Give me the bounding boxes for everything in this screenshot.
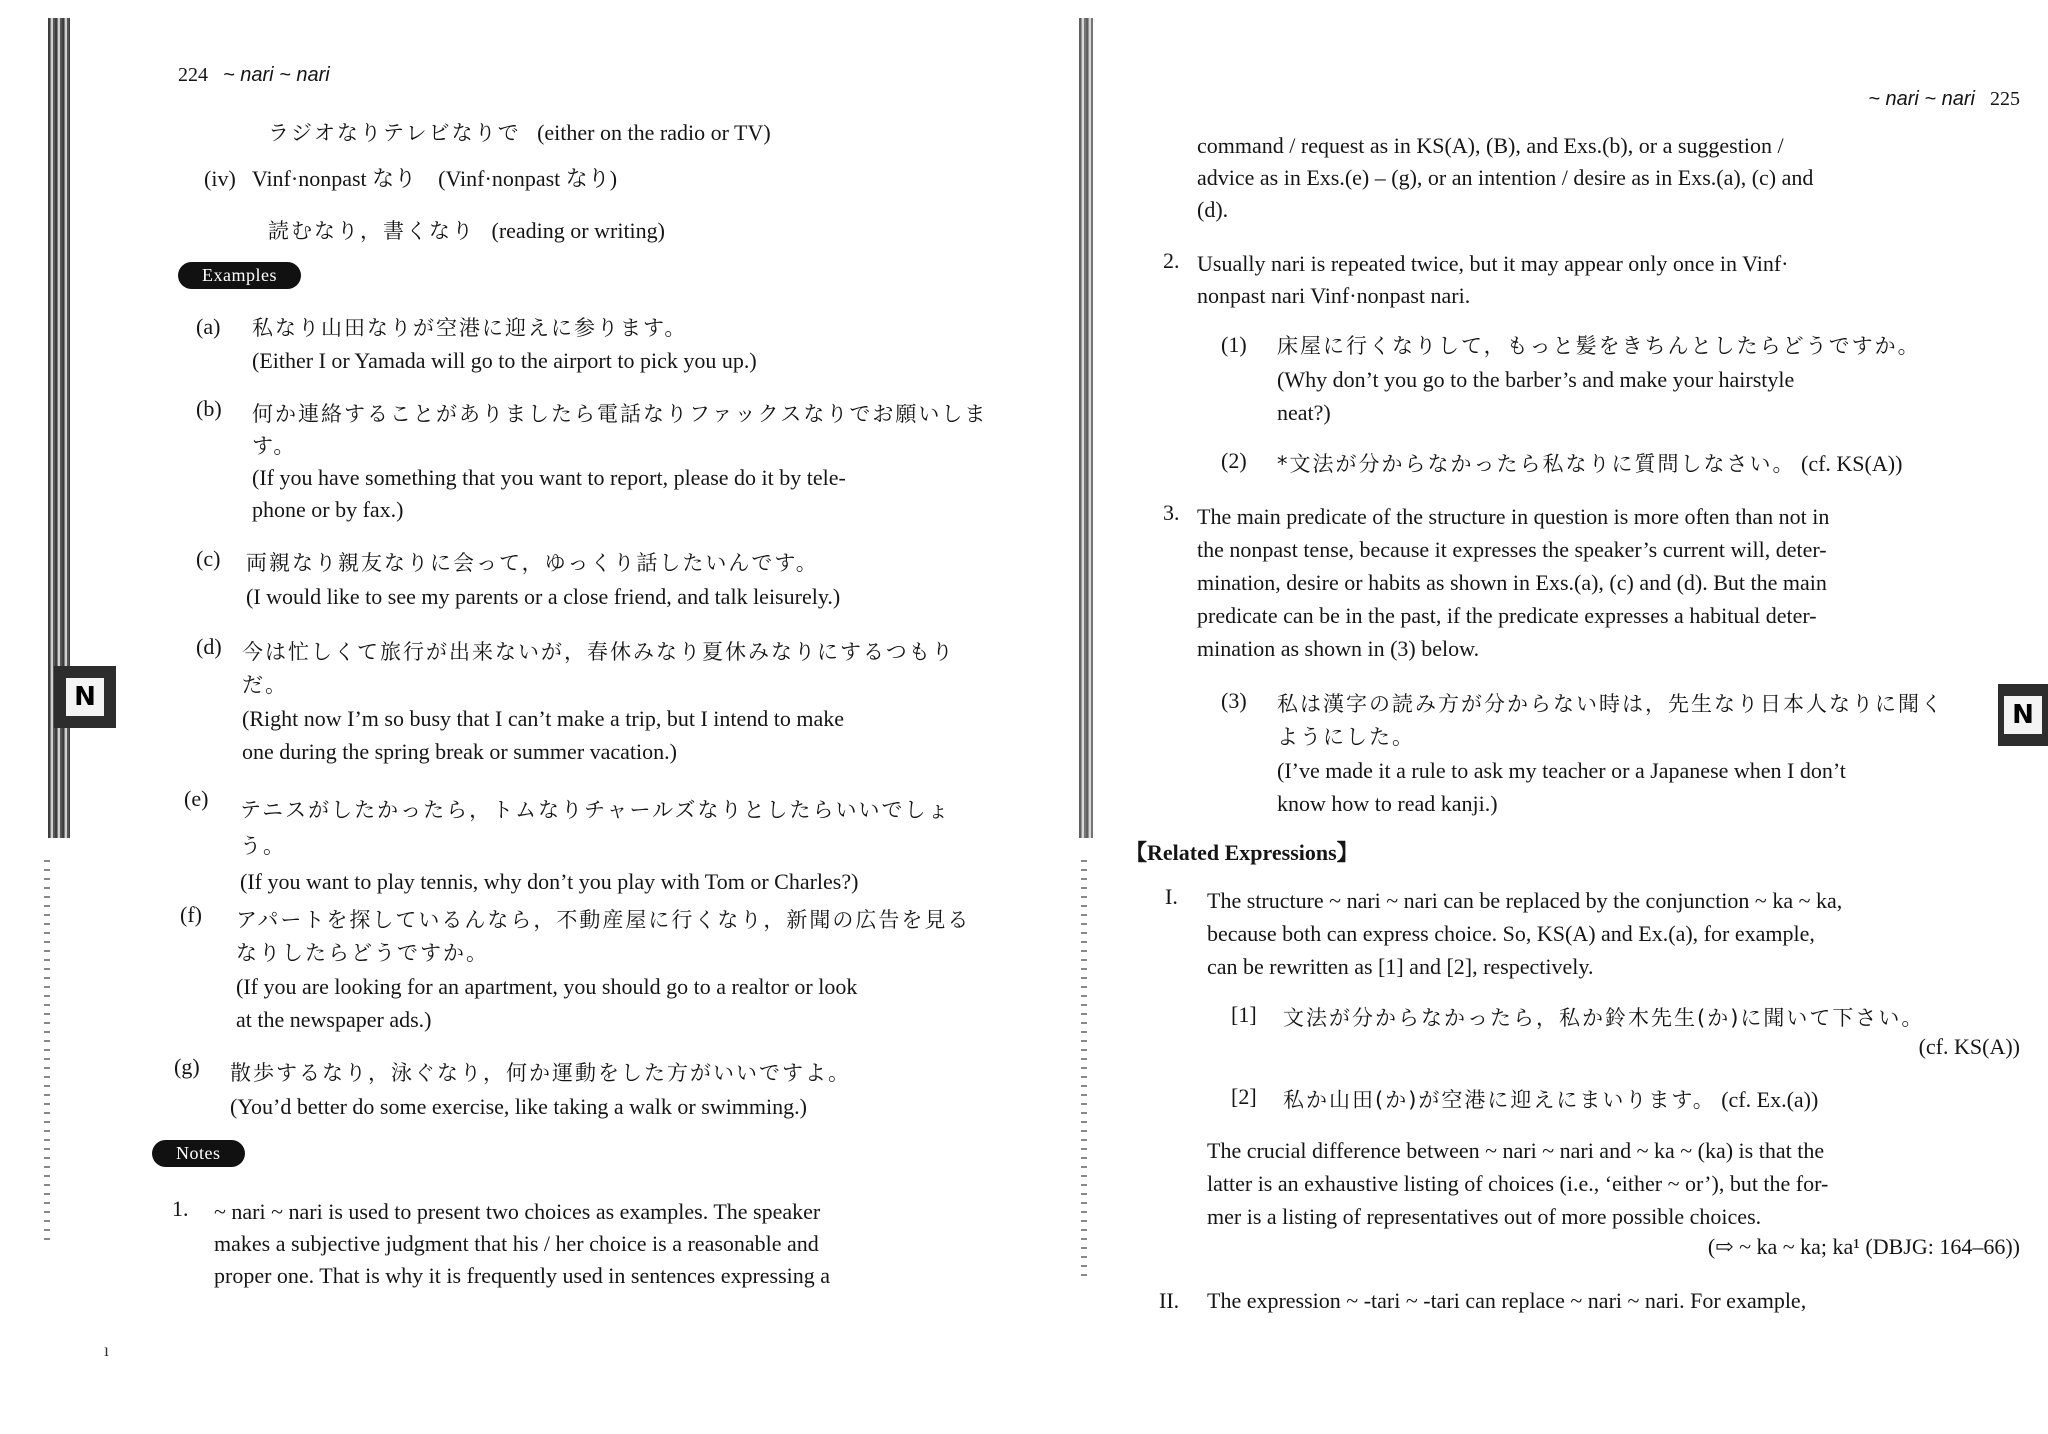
example-g-label: (g): [174, 1054, 200, 1079]
note-3-line-1: The main predicate of the structure in question is more often than not in: [1197, 504, 1830, 529]
bracket-example-2-label: [2]: [1231, 1084, 1257, 1109]
related-expressions-heading: 【Related Expressions】: [1125, 840, 1359, 865]
example-3-en-1: (I’ve made it a rule to ask my teacher or a Japanese when I don’t: [1277, 758, 1846, 783]
example-2: [1277, 448, 1902, 478]
related-1-line-2: because both can express choice. So, KS(A) and Ex.(a), for example,: [1207, 921, 1815, 946]
related-1-line-1: The structure ~ nari ~ nari can be replaced by the conjunction ~ ka ~ ka,: [1207, 888, 1843, 913]
note-1-continued: [1197, 130, 1813, 226]
example-a-ja: 私なり山田なりが空港に迎えに参ります。: [252, 316, 688, 340]
crucial-line-2: latter is an exhaustive listing of choices (i.e., ‘either ~ or’), but the for-: [1207, 1171, 1829, 1196]
left-header-title: ~ nari ~ nari: [223, 64, 330, 86]
example-f-en-2: at the newspaper ads.): [236, 1007, 432, 1032]
stray-mark: ı: [104, 1340, 110, 1360]
example-e-ja-2: う。: [240, 834, 286, 858]
thumb-index-tab-left: [54, 666, 116, 728]
note-2-line-2: nonpast nari Vinf·nonpast nari.: [1197, 283, 1471, 308]
example-d: [242, 636, 955, 768]
right-running-header: [1868, 88, 2020, 111]
example-c-label: (c): [196, 546, 221, 571]
note-3-line-5: mination as shown in (3) below.: [1197, 636, 1480, 661]
note-2-number: 2.: [1163, 248, 1180, 273]
bracket-example-2: [1283, 1084, 1818, 1114]
crucial-difference: [1207, 1134, 1828, 1233]
intro-example: [268, 118, 771, 148]
crucial-line-3: mer is a listing of representatives out of more possible choices.: [1207, 1204, 1762, 1229]
left-running-header: [178, 64, 330, 87]
example-c: [246, 546, 840, 614]
binding-shadow-right: [1079, 18, 1093, 838]
example-b-ja-1: 何か連絡することがありましたら電話なりファックスなりでお願いしま: [252, 402, 988, 426]
note-2-line-1: Usually nari is repeated twice, but it may appear only once in Vinf·: [1197, 251, 1789, 276]
example-1-ja: 床屋に行くなりして，もっと髪をきちんとしたらどうですか。: [1277, 334, 1921, 358]
example-f-ja-1: アパートを探しているんなら，不動産屋に行くなり，新聞の広告を見る: [236, 908, 971, 932]
example-f: [236, 904, 970, 1036]
right-page-number: 225: [1990, 88, 2020, 110]
related-1: [1207, 884, 1842, 983]
item-iv: [204, 164, 617, 194]
intro-example-en: (either on the radio or TV): [537, 120, 771, 145]
example-d-label: (d): [196, 634, 222, 659]
right-header-title: ~ nari ~ nari: [1868, 88, 1975, 110]
example-3-label: (3): [1221, 688, 1247, 713]
example-a-label: (a): [196, 314, 221, 339]
right-page: [1075, 0, 2048, 1434]
related-1-number: I.: [1165, 884, 1178, 909]
note-1-cont-line-1: command / request as in KS(A), (B), and Exs.(b), or a suggestion /: [1197, 133, 1784, 158]
example-1-label: (1): [1221, 332, 1247, 357]
example-g: [230, 1056, 851, 1124]
examples-heading: Examples: [178, 262, 301, 289]
example-a: [252, 312, 757, 374]
example-b-ja-2: す。: [252, 434, 297, 458]
item-iv-pattern: Vinf·nonpast なり: [251, 166, 417, 191]
note-1-cont-line-3: (d).: [1197, 197, 1229, 222]
example-d-ja-1: 今は忙しくて旅行が出来ないが，春休みなり夏休みなりにするつもり: [242, 640, 955, 664]
thumb-tab-letter-left: N: [66, 678, 104, 716]
bracket-example-2-ref: (cf. Ex.(a)): [1721, 1087, 1819, 1112]
crucial-line-1: The crucial difference between ~ nari ~ nari and ~ ka ~ (ka) is that the: [1207, 1138, 1825, 1163]
example-d-en-1: (Right now I’m so busy that I can’t make a trip, but I intend to make: [242, 706, 845, 731]
example-f-ja-2: なりしたらどうですか。: [236, 941, 489, 965]
note-3-line-3: mination, desire or habits as shown in Exs.(a), (c) and (d). But the main: [1197, 570, 1827, 595]
thumb-tab-letter-right: N: [2004, 696, 2042, 734]
cross-reference: (⇨ ~ ka ~ ka; ka¹ (DBJG: 164–66)): [1707, 1234, 2020, 1259]
related-2-number: II.: [1159, 1288, 1180, 1313]
note-1: [214, 1196, 830, 1292]
item-iv-pattern-paren: (Vinf·nonpast なり): [438, 166, 618, 191]
item-iv-example-ja: 読むなり，書くなり: [268, 219, 475, 243]
example-c-ja: 両親なり親友なりに会って，ゆっくり話したいんです。: [246, 551, 819, 575]
note-3-number: 3.: [1163, 500, 1180, 525]
item-iv-label: (iv): [204, 166, 236, 191]
example-c-en: (I would like to see my parents or a close friend, and talk leisurely.): [246, 584, 841, 609]
note-2: [1197, 248, 1788, 312]
example-2-label: (2): [1221, 448, 1247, 473]
bracket-example-1-label: [1]: [1231, 1002, 1257, 1027]
example-b: [252, 398, 987, 526]
example-1-en-2: neat?): [1277, 400, 1331, 425]
example-1-en-1: (Why don’t you go to the barber’s and make your hairstyle: [1277, 367, 1795, 392]
note-3: [1197, 500, 1829, 665]
example-3-ja-2: ようにした。: [1277, 725, 1415, 749]
related-2-line: The expression ~ -tari ~ -tari can replace ~ nari ~ nari. For example,: [1207, 1288, 1807, 1313]
example-b-en-1: (If you have something that you want to report, please do it by tele-: [252, 465, 846, 490]
example-e-en: (If you want to play tennis, why don’t you play with Tom or Charles?): [240, 869, 859, 894]
thumb-index-tab-right: [1998, 684, 2048, 746]
note-1-cont-line-2: advice as in Exs.(e) – (g), or an intention / desire as in Exs.(a), (c) and: [1197, 165, 1814, 190]
example-1: [1277, 330, 1921, 429]
example-e: [240, 792, 950, 900]
example-d-en-2: one during the spring break or summer vacation.): [242, 739, 677, 764]
bracket-example-1: [1283, 1002, 1924, 1032]
note-1-line-2: makes a subjective judgment that his / her choice is a reasonable and: [214, 1231, 819, 1256]
example-f-label: (f): [180, 902, 202, 927]
page-edge-marks-right: [1081, 860, 1087, 1280]
intro-example-ja: ラジオなりテレビなりで: [268, 121, 521, 145]
example-e-ja-1: テニスがしたかったら，トムなりチャールズなりとしたらいいでしょ: [240, 798, 951, 822]
example-2-ref: (cf. KS(A)): [1801, 451, 1903, 476]
example-3-en-2: know how to read kanji.): [1277, 791, 1498, 816]
note-1-number: 1.: [172, 1196, 189, 1221]
example-a-en: (Either I or Yamada will go to the airport to pick you up.): [252, 348, 757, 373]
example-g-en: (You’d better do some exercise, like taking a walk or swimming.): [230, 1094, 807, 1119]
item-iv-example-en: (reading or writing): [491, 218, 665, 243]
note-3-line-4: predicate can be in the past, if the predicate expresses a habitual deter-: [1197, 603, 1817, 628]
page-edge-marks: [44, 860, 50, 1240]
related-1-line-3: can be rewritten as [1] and [2], respectively.: [1207, 954, 1594, 979]
example-2-ja: *文法が分からなかったら私なりに質問しなさい。: [1277, 452, 1796, 476]
notes-heading: Notes: [152, 1140, 245, 1167]
example-3: [1277, 688, 1944, 820]
note-3-line-2: the nonpast tense, because it expresses the speaker’s current will, deter-: [1197, 537, 1827, 562]
item-iv-example: [268, 216, 665, 246]
example-b-en-2: phone or by fax.): [252, 497, 404, 522]
bracket-example-1-ja: 文法が分からなかったら，私か鈴木先生(か)に聞いて下さい。: [1283, 1006, 1925, 1030]
example-b-label: (b): [196, 396, 222, 421]
bracket-example-1-ref: (cf. KS(A)): [1918, 1034, 2020, 1059]
example-g-ja: 散歩するなり，泳ぐなり，何か運動をした方がいいですよ。: [230, 1061, 851, 1085]
example-3-ja-1: 私は漢字の読み方が分からない時は，先生なり日本人なりに聞く: [1277, 692, 1944, 716]
example-d-ja-2: だ。: [242, 673, 288, 697]
left-page-number: 224: [178, 64, 208, 86]
note-1-line-1: ~ nari ~ nari is used to present two choices as examples. The speaker: [214, 1199, 821, 1224]
note-1-line-3: proper one. That is why it is frequently used in sentences expressing a: [214, 1263, 831, 1288]
related-2: [1207, 1288, 1806, 1314]
example-e-label: (e): [184, 786, 209, 811]
bracket-example-2-ja: 私か山田(か)が空港に迎えにまいります。: [1283, 1088, 1716, 1112]
example-f-en-1: (If you are looking for an apartment, you should go to a realtor or look: [236, 974, 858, 999]
